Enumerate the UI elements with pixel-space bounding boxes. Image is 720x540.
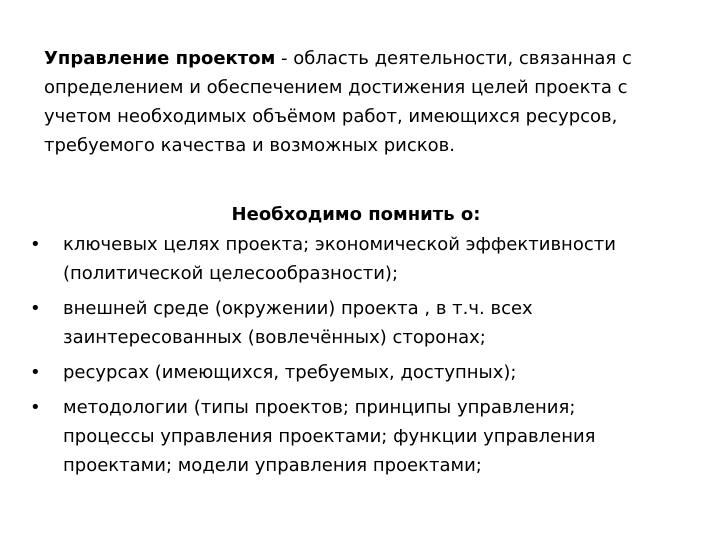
definition-line-4: требуемого качества и возможных рисков. <box>44 135 455 156</box>
list-item-methodology <box>30 393 680 480</box>
remember-heading: Необходимо помнить о: <box>231 204 481 225</box>
list-item-line: ресурсах (имеющихся, требуемых, доступных); <box>63 362 517 383</box>
bullet-icon: • <box>30 362 41 383</box>
list-item-line: проектами; модели управления проектами; <box>63 455 482 476</box>
list-item-environment <box>30 294 680 352</box>
definition-line-1: - область деятельности, связанная с <box>275 48 632 69</box>
list-item-line: внешней среде (окружении) проекта , в т.ч. всех <box>63 298 533 319</box>
list-item-resources <box>30 358 680 387</box>
definition-line-3: учетом необходимых объёмом работ, имеющихся ресурсов, <box>44 106 618 127</box>
bullet-icon: • <box>30 298 41 319</box>
definition-line-2: определением и обеспечением достижения целей проекта с <box>44 77 628 98</box>
list-item-line: процессы управления проектами; функции управления <box>63 426 596 447</box>
definition-term: Управление проектом <box>44 48 276 69</box>
bullet-icon: • <box>30 397 41 418</box>
list-item-line: (политической целесообразности); <box>63 263 399 284</box>
bullet-icon: • <box>30 234 41 255</box>
list-item-line: методологии (типы проектов; принципы управления; <box>63 397 576 418</box>
list-item-line: ключевых целях проекта; экономической эффективности <box>63 234 616 255</box>
remember-list <box>30 230 680 486</box>
list-item-key-goals <box>30 230 680 288</box>
list-item-line: заинтересованных (вовлечённых) сторонах; <box>63 327 486 348</box>
definition-paragraph <box>44 44 684 160</box>
